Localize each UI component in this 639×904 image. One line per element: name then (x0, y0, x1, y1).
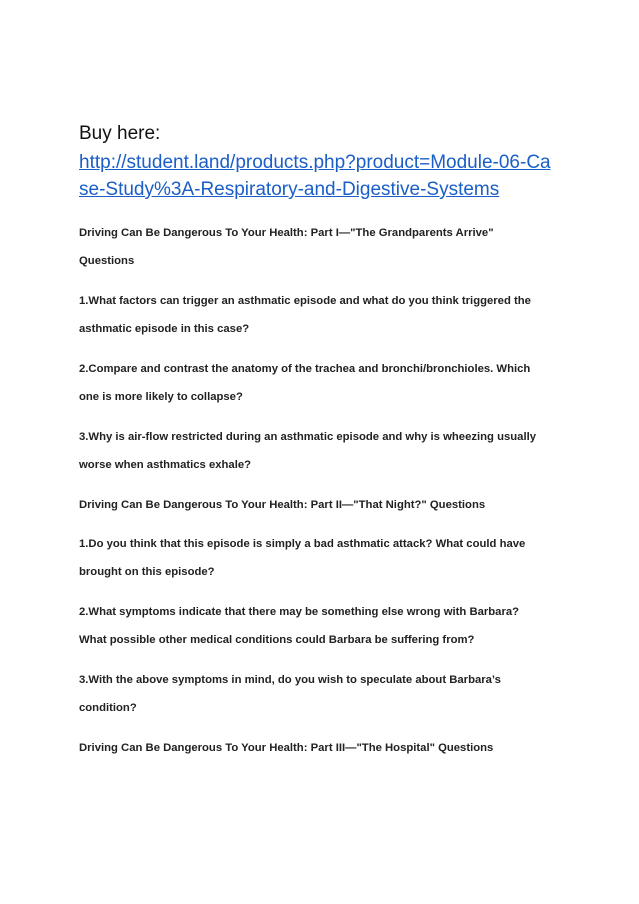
product-link[interactable] (79, 149, 579, 203)
part2-heading-line-1: Driving Can Be Dangerous To Your Health: Part II—"That Night?" Questions (79, 499, 486, 511)
part2-question-3 (79, 666, 579, 722)
part2-question-1-line-2: brought on this episode? (79, 566, 215, 578)
part1-question-2-line-2: one is more likely to collapse? (79, 391, 243, 403)
part3-heading-line-1: Driving Can Be Dangerous To Your Health: Part III—"The Hospital" Questions (79, 742, 494, 754)
part2-question-2-line-2: What possible other medical conditions could Barbara be suffering from? (79, 634, 475, 646)
part1-question-3 (79, 423, 579, 479)
part1-question-1 (79, 287, 579, 343)
part1-question-2 (79, 355, 579, 411)
part1-question-2-line-1: 2.Compare and contrast the anatomy of the trachea and bronchi/bronchioles. Which (79, 363, 531, 375)
part2-question-2 (79, 598, 579, 654)
product-link-line-2[interactable]: se-Study%3A-Respiratory-and-Digestive-Systems (79, 179, 500, 200)
part1-heading-line-1: Driving Can Be Dangerous To Your Health: Part I—"The Grandparents Arrive" (79, 227, 494, 239)
part1-question-1-line-1: 1.What factors can trigger an asthmatic episode and what do you think triggered the (79, 295, 531, 307)
part1-question-1-line-2: asthmatic episode in this case? (79, 323, 250, 335)
part1-question-3-line-1: 3.Why is air-flow restricted during an asthmatic episode and why is wheezing usually (79, 431, 536, 443)
product-link-line-1[interactable]: http://student.land/products.php?product=Module-06-Ca (79, 152, 551, 173)
part2-question-1-line-1: 1.Do you think that this episode is simply a bad asthmatic attack? What could have (79, 538, 526, 550)
part1-heading (79, 219, 579, 275)
part2-question-3-line-1: 3.With the above symptoms in mind, do you wish to speculate about Barbara’s (79, 674, 501, 686)
part3-heading (79, 734, 579, 762)
part2-question-3-line-2: condition? (79, 702, 137, 714)
part2-heading (79, 491, 579, 519)
buy-here-label: Buy here: (79, 123, 161, 144)
part1-heading-line-2: Questions (79, 255, 135, 267)
part2-question-1 (79, 530, 579, 586)
part2-question-2-line-1: 2.What symptoms indicate that there may be something else wrong with Barbara? (79, 606, 520, 618)
part1-question-3-line-2: worse when asthmatics exhale? (79, 459, 252, 471)
